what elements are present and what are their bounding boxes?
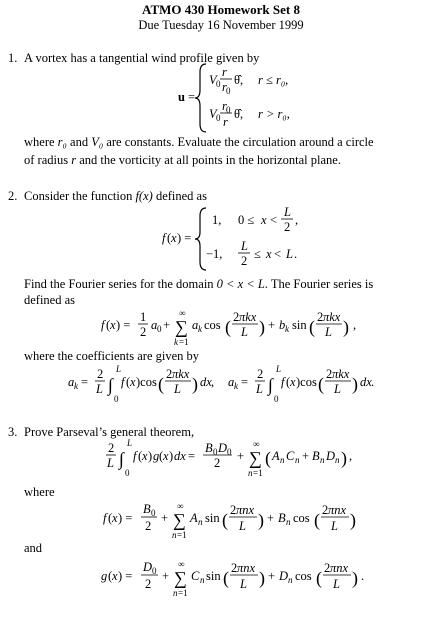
problem-1-constants: where r₀ and V₀ are constants. Evaluate the circulation around a circle (24, 135, 374, 149)
svg-text:∑: ∑ (174, 568, 187, 588)
svg-text:πkx: πkx (239, 310, 257, 324)
svg-text:C: C (191, 569, 200, 583)
problem-2-coeff-text: where the coefficients are given by (24, 349, 200, 363)
svg-text:x: x (266, 247, 272, 261)
svg-text:cos: cos (295, 569, 312, 583)
svg-text:+: + (302, 449, 310, 463)
svg-text:(: ( (159, 449, 164, 463)
svg-text:sin: sin (206, 569, 221, 583)
svg-text:L: L (241, 239, 248, 253)
problem-3-and: and (24, 541, 43, 555)
svg-text:k: k (174, 337, 178, 347)
svg-text:f: f (281, 375, 285, 389)
svg-text:) =: ) = (177, 231, 192, 245)
svg-text:L: L (240, 577, 247, 591)
svg-text:B: B (205, 441, 213, 455)
svg-text:L: L (276, 364, 282, 374)
svg-text:L: L (325, 325, 332, 339)
svg-text:L: L (107, 456, 114, 470)
problem-1-number: 1. (8, 51, 18, 65)
svg-text:n: n (286, 517, 291, 527)
problem-3-where: where (24, 485, 55, 499)
svg-text:L: L (96, 382, 103, 396)
svg-text:A: A (272, 449, 280, 463)
svg-text:2: 2 (284, 220, 291, 234)
page-title: ATMO 430 Homework Set 8 (142, 2, 300, 17)
svg-text:2: 2 (145, 519, 152, 533)
svg-text:x: x (171, 231, 177, 245)
svg-text:g: g (153, 449, 160, 463)
svg-text:.: . (294, 247, 298, 261)
svg-text:): ) (341, 448, 347, 468)
svg-text:(: ( (126, 375, 131, 389)
svg-text:0: 0 (152, 566, 157, 576)
svg-text:πkx: πkx (323, 310, 341, 324)
svg-text:<: < (274, 247, 282, 261)
svg-text:(: ( (309, 317, 315, 337)
svg-text:(: ( (265, 448, 271, 468)
svg-text:L: L (127, 438, 133, 448)
svg-text:2: 2 (322, 503, 329, 517)
problem-2-intro: Consider the function f(x) defined as (24, 189, 207, 203)
svg-text:cos: cos (204, 318, 221, 332)
svg-text:sin: sin (292, 318, 307, 332)
svg-text:(: ( (318, 374, 324, 394)
svg-text:πnx: πnx (237, 561, 256, 575)
problem-1-task: of radius r and the vorticity at all points in the horizontal plane. (24, 153, 341, 167)
svg-text:(: ( (314, 510, 320, 530)
svg-text:n: n (288, 575, 293, 585)
svg-text:n: n (248, 468, 253, 478)
svg-text:πnx: πnx (236, 503, 255, 517)
svg-text:x: x (112, 511, 118, 525)
svg-text:B: B (278, 511, 286, 525)
svg-text:2: 2 (241, 254, 248, 268)
svg-text:2: 2 (324, 561, 331, 575)
svg-text:2: 2 (230, 503, 237, 517)
svg-text:r: r (222, 99, 227, 113)
svg-text:x: x (261, 213, 267, 227)
svg-text:) =: ) = (118, 569, 133, 583)
svg-text:=1: =1 (178, 588, 188, 598)
svg-text:): ) (352, 568, 358, 588)
svg-text:−1,: −1, (206, 247, 223, 261)
svg-text:,: , (295, 213, 299, 227)
svg-text:2: 2 (326, 367, 333, 381)
svg-text:0: 0 (125, 468, 130, 478)
svg-text:πkx: πkx (172, 367, 190, 381)
svg-text:L: L (286, 247, 293, 261)
velocity-vector-label: u (178, 90, 185, 104)
svg-text:0 ≤: 0 ≤ (238, 213, 255, 227)
svg-text:r: r (222, 80, 227, 94)
svg-text:+: + (162, 569, 170, 583)
svg-text:a: a (192, 318, 199, 332)
problem-2-fourier-text: Find the Fourier series for the domain 0 < x < L. The Fourier series is (24, 277, 374, 291)
svg-text:): ) (192, 374, 198, 394)
svg-text:πnx: πnx (328, 503, 347, 517)
svg-text:r: r (222, 65, 227, 79)
svg-text:n: n (280, 455, 285, 465)
svg-text:∞: ∞ (179, 308, 186, 318)
svg-text:x: x (130, 375, 136, 389)
svg-text:∞: ∞ (253, 439, 260, 449)
svg-text:): ) (259, 317, 265, 337)
svg-text:)cos: )cos (296, 375, 317, 389)
svg-text:D: D (279, 569, 289, 583)
svg-text:x: x (290, 375, 296, 389)
svg-text:2: 2 (166, 367, 173, 381)
svg-text:n: n (295, 455, 300, 465)
svg-text:k: k (74, 381, 78, 391)
svg-text:+: + (268, 318, 276, 332)
svg-text:L: L (239, 519, 246, 533)
svg-text:∑: ∑ (249, 448, 262, 468)
svg-text:=1: =1 (179, 337, 189, 347)
svg-text:0: 0 (151, 508, 156, 518)
svg-text:2: 2 (233, 310, 240, 324)
svg-text:∞: ∞ (178, 559, 185, 569)
svg-text:=: = (188, 90, 196, 104)
svg-text:n: n (320, 455, 325, 465)
due-date: Due Tuesday 16 November 1999 (138, 18, 304, 32)
case1-condition: r ≤ r₀, (258, 73, 289, 87)
svg-text:): ) (148, 449, 153, 463)
svg-text:x: x (112, 569, 118, 583)
svg-text:L: L (331, 519, 338, 533)
svg-text:cos: cos (293, 511, 310, 525)
svg-text:2: 2 (257, 367, 264, 381)
svg-text:2: 2 (214, 456, 221, 470)
svg-text:2: 2 (145, 577, 152, 591)
svg-text:V: V (209, 107, 217, 121)
svg-text:.: . (361, 569, 365, 583)
svg-text:D: D (218, 441, 228, 455)
svg-text:(: ( (167, 231, 172, 245)
svg-text:(: ( (108, 511, 113, 525)
svg-text:f: f (121, 375, 125, 389)
svg-text:,: , (349, 449, 353, 463)
svg-text:2: 2 (140, 325, 147, 339)
case2-condition: r > r₀, (258, 107, 290, 121)
svg-text:(: ( (138, 449, 143, 463)
svg-text:(: ( (286, 375, 291, 389)
svg-text:B: B (143, 502, 151, 516)
svg-text:r: r (223, 115, 228, 129)
svg-text:f: f (162, 231, 166, 245)
svg-text:2: 2 (108, 441, 115, 455)
svg-text:.: . (371, 375, 375, 389)
svg-text:k: k (198, 324, 202, 334)
svg-text:,: , (353, 318, 357, 332)
svg-text:∫: ∫ (268, 375, 273, 395)
svg-text:L: L (174, 382, 181, 396)
svg-text:(: ( (158, 374, 164, 394)
svg-text:(: ( (223, 568, 229, 588)
svg-text:=: = (188, 449, 196, 463)
svg-text:): ) (343, 317, 349, 337)
svg-text:0: 0 (114, 394, 119, 404)
svg-text:n: n (335, 455, 340, 465)
problem-2-number: 2. (8, 189, 18, 203)
svg-text:): ) (352, 374, 358, 394)
svg-text:) =: ) = (118, 511, 133, 525)
svg-text:f: f (101, 318, 105, 332)
problem-1-intro: A vortex has a tangential wind profile given by (24, 51, 260, 65)
svg-text:θ̂,: θ̂, (234, 107, 244, 121)
svg-text:0: 0 (274, 394, 279, 404)
svg-text:f: f (103, 511, 107, 525)
svg-text:n: n (200, 575, 205, 585)
svg-text:a: a (228, 375, 235, 389)
svg-text:+: + (163, 318, 171, 332)
svg-text:D: D (326, 449, 336, 463)
problem-3-number: 3. (8, 425, 18, 439)
svg-text:(: ( (106, 318, 111, 332)
svg-text:=1: =1 (177, 530, 187, 540)
problem-3-intro: Prove Parseval’s general theorem, (24, 425, 195, 439)
svg-text:): ) (258, 510, 264, 530)
svg-text:0: 0 (157, 324, 162, 334)
svg-text:sin: sin (205, 511, 220, 525)
svg-text:n: n (173, 588, 178, 598)
svg-text:+: + (267, 511, 275, 525)
svg-text:(: ( (222, 510, 228, 530)
svg-text:<: < (270, 213, 278, 227)
svg-text:g: g (101, 569, 108, 583)
svg-text:+: + (161, 511, 169, 525)
svg-text:1: 1 (140, 310, 147, 324)
svg-text:θ̂,: θ̂, (234, 73, 244, 87)
svg-text:x: x (163, 449, 169, 463)
svg-text:1,: 1, (212, 213, 222, 227)
svg-text:2: 2 (317, 310, 324, 324)
svg-text:∫: ∫ (119, 449, 124, 469)
svg-text:0: 0 (216, 79, 221, 89)
svg-text:k: k (234, 381, 238, 391)
svg-text:L: L (334, 382, 341, 396)
svg-text:πkx: πkx (332, 367, 350, 381)
svg-text:L: L (333, 577, 340, 591)
svg-text:(: ( (316, 568, 322, 588)
svg-text:V: V (209, 73, 217, 87)
svg-text:x: x (110, 318, 116, 332)
svg-text:b: b (279, 318, 286, 332)
svg-text:0: 0 (213, 447, 218, 457)
svg-text:∑: ∑ (173, 510, 186, 530)
svg-text:)cos: )cos (136, 375, 157, 389)
svg-text:∫: ∫ (108, 375, 113, 395)
svg-text:n: n (172, 530, 177, 540)
svg-text:) =: ) = (116, 318, 131, 332)
svg-text:≤: ≤ (254, 247, 261, 261)
svg-text:B: B (312, 449, 320, 463)
svg-text:): ) (169, 449, 174, 463)
svg-text:A: A (190, 511, 198, 525)
svg-text:x: x (142, 449, 148, 463)
svg-text:a: a (151, 318, 158, 332)
svg-text:=: = (81, 375, 89, 389)
svg-text:(: ( (225, 317, 231, 337)
svg-text:+: + (237, 449, 245, 463)
svg-text:L: L (256, 382, 263, 396)
svg-text:,: , (211, 375, 215, 389)
svg-text:dx: dx (360, 375, 372, 389)
svg-text:k: k (285, 324, 289, 334)
svg-text:2: 2 (231, 561, 238, 575)
svg-text:0: 0 (226, 105, 231, 115)
problem-2-defined-as: defined as (24, 293, 76, 307)
svg-text:L: L (284, 205, 291, 219)
svg-text:∑: ∑ (175, 317, 188, 337)
svg-text:f: f (133, 449, 137, 463)
svg-text:L: L (241, 325, 248, 339)
svg-text:D: D (143, 560, 153, 574)
svg-text:n: n (198, 517, 203, 527)
svg-text:L: L (116, 364, 122, 374)
svg-text:0: 0 (227, 447, 232, 457)
svg-text:2: 2 (97, 367, 104, 381)
svg-text:∞: ∞ (177, 501, 184, 511)
svg-text:C: C (286, 449, 295, 463)
svg-text:=: = (241, 375, 249, 389)
svg-text:(: ( (108, 569, 113, 583)
svg-text:a: a (68, 375, 75, 389)
svg-text:πnx: πnx (330, 561, 349, 575)
svg-text:): ) (259, 568, 265, 588)
svg-text:dx: dx (174, 449, 186, 463)
svg-text:dx: dx (200, 375, 212, 389)
svg-text:+: + (268, 569, 276, 583)
svg-text:): ) (350, 510, 356, 530)
svg-text:0: 0 (226, 86, 231, 96)
svg-text:=1: =1 (253, 468, 263, 478)
svg-text:0: 0 (216, 113, 221, 123)
